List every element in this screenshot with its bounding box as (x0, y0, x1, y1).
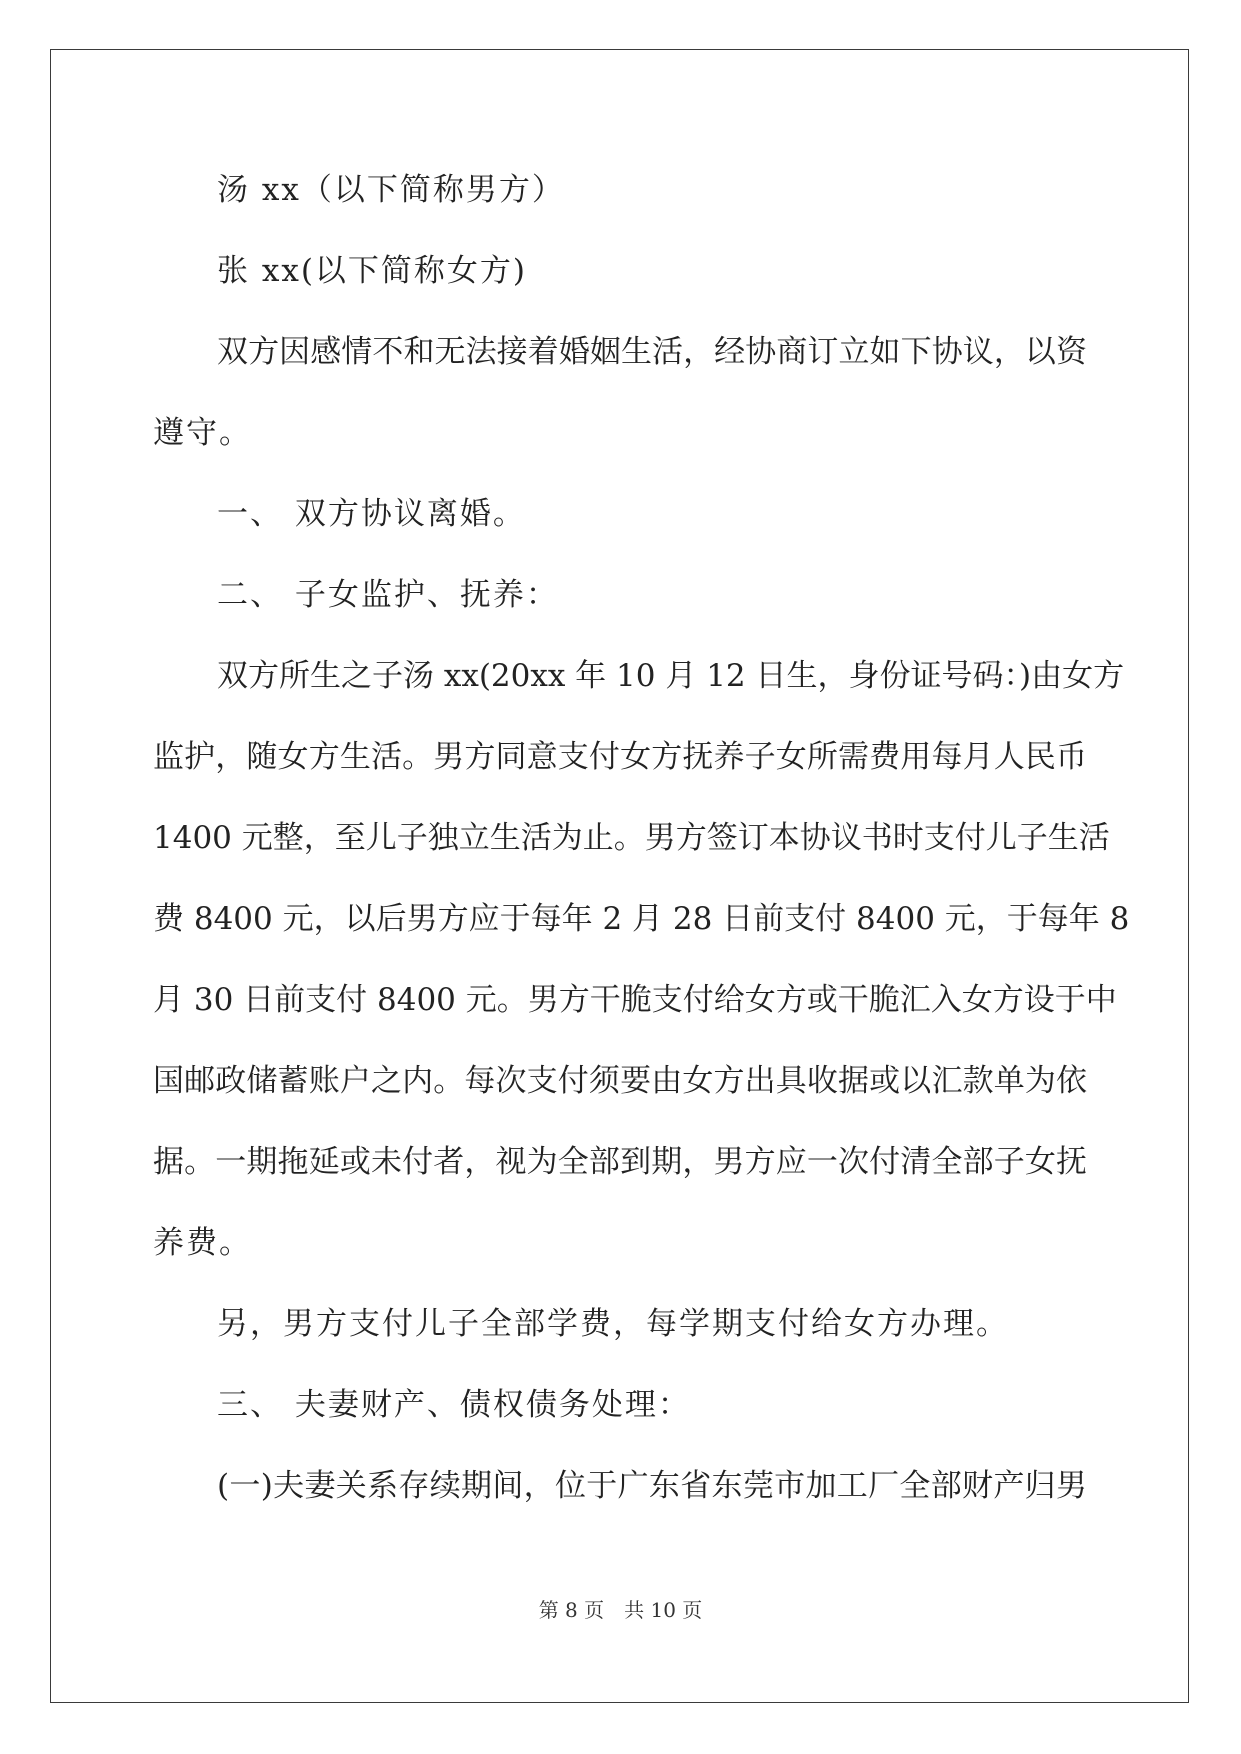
custody-line-1: 双方所生之子汤 xx(20xx 年 10 月 12 日生，身份证号码：)由女方 (217, 658, 1125, 694)
party-male-line: 汤 xx（以下简称男方） (217, 172, 565, 208)
custody-line-3: 1400 元整，至儿子独立生活为止。男方签订本协议书时支付儿子生活 (153, 820, 1110, 856)
custody-line-6: 国邮政储蓄账户之内。每次支付须要由女方出具收据或以汇款单为依 (153, 1063, 1087, 1099)
custody-line-7: 据。一期拖延或未付者，视为全部到期，男方应一次付清全部子女抚 (153, 1144, 1087, 1180)
clause-3-heading: 三、 夫妻财产、债权债务处理： (217, 1387, 691, 1423)
custody-line-4: 费 8400 元，以后男方应于每年 2 月 28 日前支付 8400 元，于每年 8 (153, 901, 1130, 937)
clause-2-heading: 二、 子女监护、抚养： (217, 577, 559, 613)
custody-line-5: 月 30 日前支付 8400 元。男方干脆支付给女方或干脆汇入女方设于中 (153, 982, 1117, 1018)
custody-line-2: 监护，随女方生活。男方同意支付女方抚养子女所需费用每月人民币 (153, 739, 1087, 775)
clause-1-heading: 一、 双方协议离婚。 (217, 496, 526, 532)
page-number-footer: 第 8 页 共 10 页 (538, 1598, 703, 1622)
property-line-1: (一)夫妻关系存续期间，位于广东省东莞市加工厂全部财产归男 (217, 1468, 1087, 1504)
preamble-line-2: 遵守。 (153, 415, 252, 451)
party-female-line: 张 xx(以下简称女方) (217, 253, 528, 289)
custody-line-8: 养费。 (153, 1225, 252, 1261)
page-border (50, 49, 1189, 1703)
tuition-line: 另，男方支付儿子全部学费，每学期支付给女方办理。 (217, 1306, 1009, 1342)
preamble-line-1: 双方因感情不和无法接着婚姻生活，经协商订立如下协议，以资 (217, 334, 1087, 370)
